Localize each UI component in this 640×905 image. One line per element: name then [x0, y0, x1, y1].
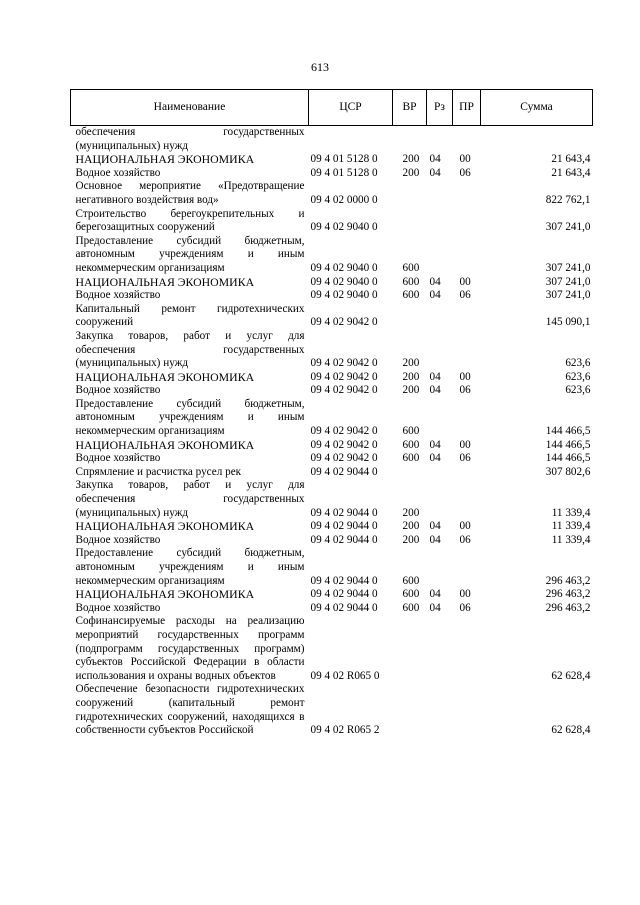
cell-rz — [427, 126, 453, 154]
cell-rz: 04 — [429, 166, 441, 179]
cell-pr — [453, 466, 481, 480]
table-row — [71, 520, 593, 534]
table-row — [71, 167, 593, 181]
cell-name: Водное хозяйство — [75, 166, 161, 179]
cell-rz — [427, 180, 453, 207]
cell-csr: 09 4 02 9044 0 — [310, 465, 378, 478]
cell-vr: 600 — [402, 275, 420, 288]
cell-pr: 00 — [459, 153, 471, 166]
cell-pr: 06 — [459, 452, 471, 465]
cell-pr — [453, 683, 481, 737]
table-row — [71, 180, 593, 207]
table-header — [71, 90, 593, 126]
cell-name: Предоставление субсидий бюджетным, автономным учреждениям и иным некоммерческим организациям — [75, 234, 305, 274]
page-number: 613 — [311, 60, 329, 74]
cell-vr: 200 — [402, 153, 420, 166]
cell-rz — [427, 208, 453, 235]
cell-vr — [393, 615, 427, 683]
cell-pr — [453, 235, 481, 276]
cell-sum: 307 241,0 — [545, 221, 591, 234]
cell-pr — [453, 330, 481, 371]
cell-pr — [453, 398, 481, 439]
cell-sum: 11 339,4 — [551, 520, 591, 533]
cell-pr — [453, 180, 481, 207]
cell-sum: 296 463,2 — [545, 574, 591, 587]
cell-rz: 04 — [429, 520, 441, 533]
cell-name: Закупка товаров, работ и услуг для обеспечения государственных (муниципальных) нужд — [75, 479, 305, 519]
cell-vr: 200 — [402, 384, 420, 397]
cell-name: НАЦИОНАЛЬНАЯ ЭКОНОМИКА — [75, 519, 255, 534]
cell-csr: 09 4 02 9042 0 — [310, 438, 378, 451]
cell-name: Строительство берегоукрепительных и берегозащитных сооружений — [75, 207, 305, 234]
cell-name: Водное хозяйство — [75, 384, 161, 397]
cell-rz: 04 — [429, 438, 441, 451]
table-row — [71, 208, 593, 235]
table-row — [71, 303, 593, 330]
cell-sum: 21 643,4 — [551, 153, 591, 166]
cell-sum: 21 643,4 — [551, 166, 591, 179]
cell-csr — [309, 126, 393, 154]
cell-vr: 600 — [402, 289, 420, 302]
table-row — [71, 235, 593, 276]
cell-csr: 09 4 02 9040 0 — [310, 221, 378, 234]
cell-rz: 04 — [429, 588, 441, 601]
table-row — [71, 126, 593, 154]
cell-vr: 600 — [402, 574, 420, 587]
cell-vr: 600 — [402, 588, 420, 601]
cell-sum: 822 762,1 — [545, 193, 591, 206]
cell-rz — [427, 398, 453, 439]
cell-csr: 09 4 02 9042 0 — [310, 425, 378, 438]
cell-csr: 09 4 02 9044 0 — [310, 574, 378, 587]
cell-vr: 600 — [402, 452, 420, 465]
cell-sum: 307 241,0 — [545, 289, 591, 302]
cell-pr: 00 — [459, 370, 471, 383]
cell-vr — [393, 208, 427, 235]
cell-vr: 200 — [402, 506, 420, 519]
cell-name: Предоставление субсидий бюджетным, автономным учреждениям и иным некоммерческим организациям — [75, 397, 305, 438]
header-vr: ВР — [393, 90, 427, 126]
cell-vr: 200 — [402, 357, 420, 370]
cell-vr — [393, 180, 427, 207]
cell-csr: 09 4 02 9042 0 — [310, 384, 378, 397]
cell-vr: 600 — [402, 601, 420, 614]
cell-name: Водное хозяйство — [75, 289, 161, 302]
table-row — [71, 683, 593, 737]
cell-pr: 00 — [459, 438, 471, 451]
cell-name: НАЦИОНАЛЬНАЯ ЭКОНОМИКА — [75, 437, 255, 452]
table-row — [71, 547, 593, 588]
cell-pr: 06 — [459, 289, 471, 302]
cell-vr: 200 — [402, 370, 420, 383]
table-row — [71, 479, 593, 520]
cell-sum: 144 466,5 — [545, 438, 591, 451]
cell-rz — [427, 235, 453, 276]
table-row — [71, 602, 593, 616]
cell-vr — [393, 683, 427, 737]
header-csr: ЦСР — [309, 90, 393, 126]
cell-name: НАЦИОНАЛЬНАЯ ЭКОНОМИКА — [75, 369, 255, 384]
cell-pr — [453, 547, 481, 588]
cell-csr: 09 4 02 9042 0 — [310, 357, 378, 370]
cell-sum: 144 466,5 — [545, 452, 591, 465]
cell-vr: 200 — [402, 533, 420, 546]
cell-csr: 09 4 02 9042 0 — [310, 452, 378, 465]
cell-csr: 09 4 02 9040 0 — [310, 289, 378, 302]
cell-sum: 62 628,4 — [551, 724, 591, 737]
table-row — [71, 330, 593, 371]
cell-sum: 307 241,0 — [545, 261, 591, 274]
cell-name: Водное хозяйство — [75, 452, 161, 465]
cell-rz — [427, 547, 453, 588]
header-name: Наименование — [71, 90, 309, 126]
cell-pr: 06 — [459, 533, 471, 546]
table-row — [71, 439, 593, 453]
cell-vr — [393, 466, 427, 480]
table-row — [71, 398, 593, 439]
cell-pr — [453, 615, 481, 683]
cell-sum: 623,6 — [565, 357, 591, 370]
cell-name: Водное хозяйство — [75, 601, 161, 614]
cell-csr: 09 4 02 9044 0 — [310, 588, 378, 601]
cell-vr: 200 — [402, 520, 420, 533]
cell-vr: 600 — [402, 261, 420, 274]
cell-rz — [427, 466, 453, 480]
cell-name: НАЦИОНАЛЬНАЯ ЭКОНОМИКА — [75, 152, 255, 167]
cell-name: Водное хозяйство — [75, 533, 161, 546]
cell-sum: 623,6 — [565, 370, 591, 383]
cell-csr: 09 4 02 R065 0 — [310, 669, 380, 682]
table-row — [71, 289, 593, 303]
cell-sum — [481, 126, 593, 154]
cell-name: Капитальный ремонт гидротехнических сооружений — [75, 302, 305, 329]
table-row — [71, 615, 593, 683]
cell-name: Основное мероприятие «Предотвращение негативного воздействия вод» — [75, 180, 305, 206]
cell-sum: 11 339,4 — [551, 533, 591, 546]
budget-table — [70, 89, 593, 738]
cell-rz: 04 — [429, 452, 441, 465]
cell-name: Предоставление субсидий бюджетным, автономным учреждениям и иным некоммерческим организациям — [75, 547, 305, 587]
table-row — [71, 276, 593, 290]
cell-sum: 623,6 — [565, 384, 591, 397]
cell-name: НАЦИОНАЛЬНАЯ ЭКОНОМИКА — [75, 274, 255, 289]
cell-csr: 09 4 02 9044 0 — [310, 533, 378, 546]
cell-name: НАЦИОНАЛЬНАЯ ЭКОНОМИКА — [75, 587, 255, 602]
header-rz: Рз — [427, 90, 453, 126]
table-row — [71, 466, 593, 480]
cell-csr: 09 4 02 9044 0 — [310, 520, 378, 533]
table-row — [71, 371, 593, 385]
cell-sum: 145 090,1 — [545, 316, 591, 329]
table-row — [71, 452, 593, 466]
cell-sum: 62 628,4 — [551, 669, 591, 682]
header-sum: Сумма — [481, 90, 593, 126]
cell-csr: 09 4 02 9042 0 — [310, 316, 378, 329]
cell-name: Софинансируемые расходы на реализацию мероприятий государственных программ (подпрограмм государственных программ) субъектов Российской Федерации в области использования и охраны водных объектов — [75, 615, 305, 682]
cell-rz — [427, 615, 453, 683]
cell-name: Закупка товаров, работ и услуг для обеспечения государственных (муниципальных) нужд — [75, 329, 305, 370]
cell-pr: 00 — [459, 275, 471, 288]
cell-rz: 04 — [429, 289, 441, 302]
table-row — [71, 384, 593, 398]
cell-sum: 296 463,2 — [545, 588, 591, 601]
cell-vr — [393, 303, 427, 330]
cell-pr — [453, 126, 481, 154]
cell-csr: 09 4 02 0000 0 — [310, 193, 378, 206]
cell-rz — [427, 683, 453, 737]
cell-vr: 600 — [402, 425, 420, 438]
cell-name: обеспечения государственных (муниципальных) нужд — [75, 126, 305, 152]
cell-vr — [393, 126, 427, 154]
cell-sum: 296 463,2 — [545, 601, 591, 614]
cell-sum: 307 802,6 — [545, 465, 591, 478]
cell-pr — [453, 479, 481, 520]
table-row — [71, 588, 593, 602]
cell-pr: 06 — [459, 384, 471, 397]
cell-sum: 11 339,4 — [551, 506, 591, 519]
cell-pr: 06 — [459, 601, 471, 614]
cell-rz: 04 — [429, 275, 441, 288]
cell-csr: 09 4 01 5128 0 — [310, 153, 378, 166]
cell-rz: 04 — [429, 384, 441, 397]
table-row — [71, 153, 593, 167]
cell-rz: 04 — [429, 533, 441, 546]
cell-csr: 09 4 02 9040 0 — [310, 261, 378, 274]
cell-pr: 00 — [459, 520, 471, 533]
cell-csr: 09 4 02 9040 0 — [310, 275, 378, 288]
cell-csr: 09 4 02 9044 0 — [310, 506, 378, 519]
cell-csr: 09 4 02 R065 2 — [310, 724, 380, 737]
cell-csr: 09 4 02 9044 0 — [310, 601, 378, 614]
cell-sum: 307 241,0 — [545, 275, 591, 288]
cell-vr: 600 — [402, 438, 420, 451]
cell-rz: 04 — [429, 370, 441, 383]
cell-rz — [427, 330, 453, 371]
cell-pr — [453, 208, 481, 235]
cell-vr: 200 — [402, 166, 420, 179]
table-row — [71, 534, 593, 548]
cell-rz: 04 — [429, 601, 441, 614]
cell-name: Спрямление и расчистка русел рек — [75, 465, 242, 478]
cell-rz — [427, 303, 453, 330]
cell-csr: 09 4 02 9042 0 — [310, 370, 378, 383]
cell-sum: 144 466,5 — [545, 425, 591, 438]
cell-name: Обеспечение безопасности гидротехнических сооружений (капитальный ремонт гидротехнических сооружений, находящихся в собственности субъектов Российской — [75, 683, 305, 737]
cell-pr: 00 — [459, 588, 471, 601]
cell-rz: 04 — [429, 153, 441, 166]
header-pr: ПР — [453, 90, 481, 126]
cell-pr — [453, 303, 481, 330]
cell-pr: 06 — [459, 166, 471, 179]
cell-rz — [427, 479, 453, 520]
table-body — [71, 126, 593, 738]
cell-csr: 09 4 01 5128 0 — [310, 166, 378, 179]
